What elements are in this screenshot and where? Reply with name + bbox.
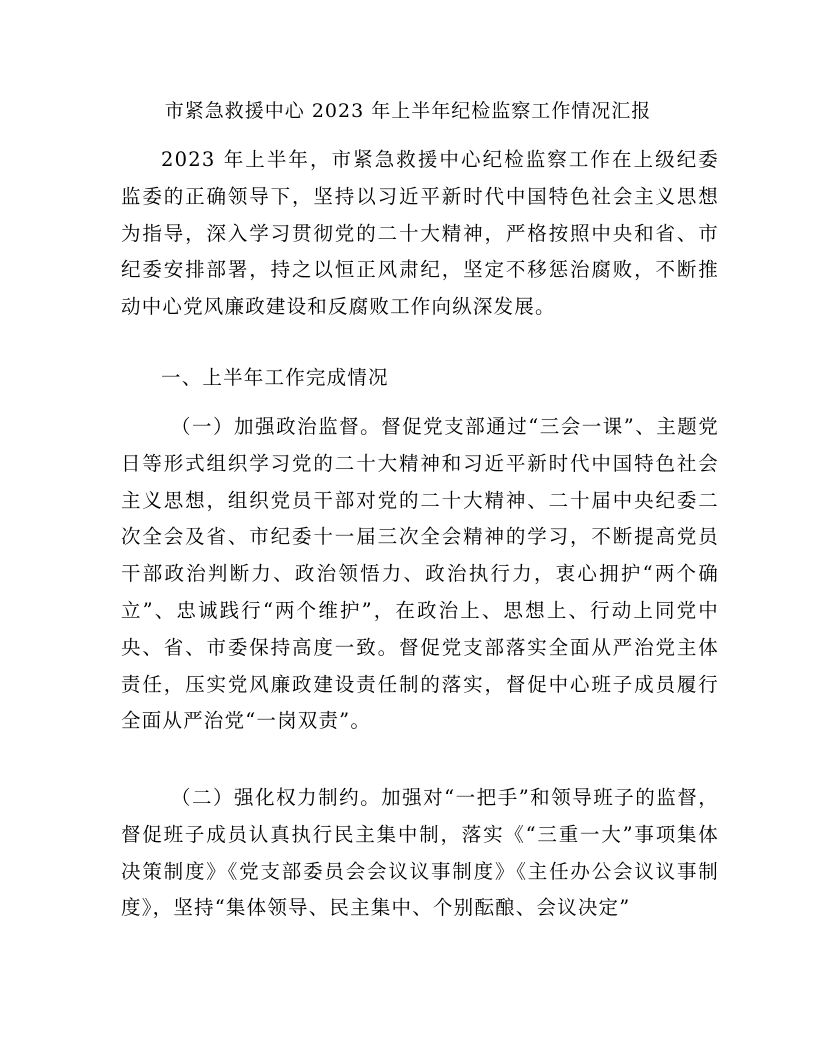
section-heading: 一、上半年工作完成情况 [161,366,389,389]
intro-paragraph: 2023 年上半年，市紧急救援中心纪检监察工作在上级纪委监委的正确领导下，坚持以习近平新时代中国特色社会主义思想为指导，深入学习贯彻党的二十大精神，严格按照中央和省、市纪委安排部署，持之以恒正风肃纪，坚定不移惩治腐败，不断推动中心党风廉政建设和反腐败工作向纵深发展。 [121,148,719,319]
item-political-supervision: （一）加强政治监督。督促党支部通过“三会一课”、主题党日等形式组织学习党的二十大精神和习近平新时代中国特色社会主义思想，组织党员干部对党的二十大精神、二十届中央纪委二次全会及省、市纪委十一届三次全会精神的学习，不断提高党员干部政治判断力、政治领悟力、政治执行力，衷心拥护“两个确立”、忠诚践行“两个维护”，在政治上、思想上、行动上同党中央、省、市委保持高度一致。督促党支部落实全面从严治党主体责任，压实党风廉政建设责任制的落实，督促中心班子成员履行全面从严治党“一岗双责”。 [121,415,719,733]
item-power-restriction: （二）强化权力制约。加强对“一把手”和领导班子的监督，督促班子成员认真执行民主集中制，落实《“三重一大”事项集体决策制度》《党支部委员会会议议事制度》《主任办公会议议事制度》，坚持“集体领导、民主集中、个别酝酿、会议决定” [121,786,719,920]
document-title: 市紧急救援中心 2023 年上半年纪检监察工作情况汇报 [164,100,652,122]
